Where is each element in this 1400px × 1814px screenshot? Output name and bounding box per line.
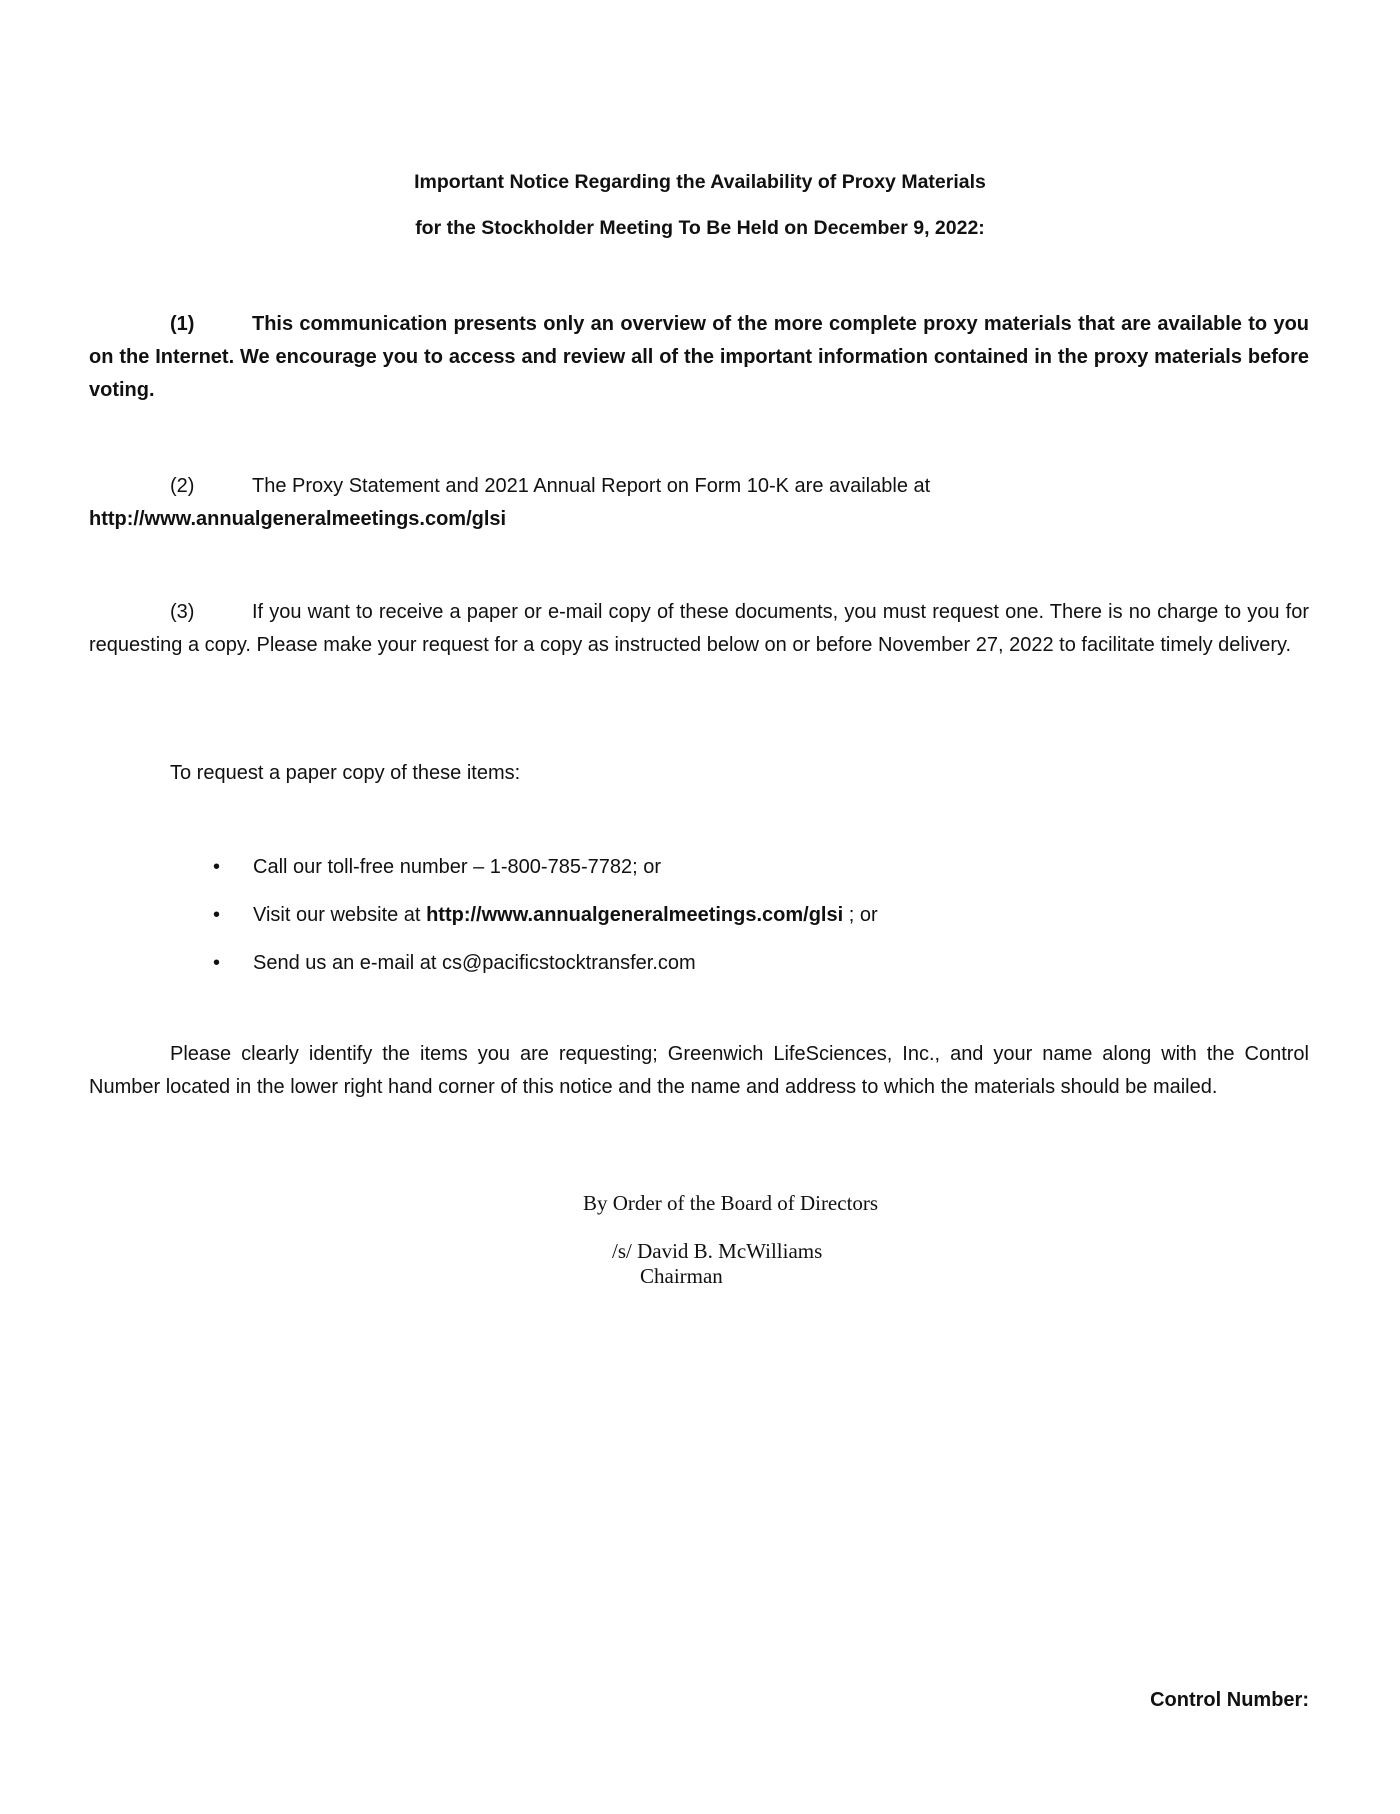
- item-1-number: (1): [170, 313, 195, 335]
- item-2-paragraph: [89, 470, 1309, 536]
- email-text: Send us an e-mail at cs@pacificstocktransfer.com: [253, 952, 696, 974]
- item-1-text: This communication presents only an overview of the more complete proxy materials that are available to you on the Internet. We encourage you to access and review all of the important information contained in the proxy materials before voting.: [89, 313, 1309, 401]
- visit-prefix-text: Visit our website at: [253, 904, 421, 926]
- request-intro-text: To request a paper copy of these items:: [170, 762, 521, 784]
- list-item-visit: [89, 899, 1309, 947]
- bullet-icon: •: [213, 856, 221, 878]
- closing-paragraph-text: Please clearly identify the items you are requesting; Greenwich LifeSciences, Inc., and your name along with the Control Number located in the lower right hand corner of this notice and the name and address to which the materials should be mailed.: [89, 1043, 1309, 1098]
- proxy-materials-link[interactable]: http://www.annualgeneralmeetings.com/glsi: [89, 508, 507, 530]
- notice-title-line-1: Important Notice Regarding the Availability of Proxy Materials: [414, 171, 986, 193]
- control-number-label: Control Number:: [1150, 1689, 1309, 1711]
- closing-paragraph: [89, 1038, 1309, 1104]
- item-2-number: (2): [170, 475, 195, 497]
- signature-order-line: By Order of the Board of Directors: [583, 1191, 879, 1215]
- signature-signed-line: /s/ David B. McWilliams: [612, 1239, 823, 1263]
- item-2-text: The Proxy Statement and 2021 Annual Report on Form 10-K are available at: [252, 475, 931, 497]
- call-text: Call our toll-free number – 1-800-785-7782; or: [253, 856, 661, 878]
- website-link[interactable]: http://www.annualgeneralmeetings.com/glsi: [426, 904, 844, 926]
- item-1-paragraph: [89, 308, 1309, 407]
- list-item-call: [89, 851, 1309, 899]
- item-3-text: If you want to receive a paper or e-mail copy of these documents, you must request one. There is no charge to you for requesting a copy. Please make your request for a copy as instructed below on or before November 27, 2022 to facilitate timely delivery.: [89, 601, 1309, 656]
- item-3-paragraph: [89, 596, 1309, 662]
- request-intro-paragraph: [89, 757, 1309, 790]
- bullet-icon: •: [213, 952, 221, 974]
- list-item-email: [89, 947, 1309, 995]
- bullet-icon: •: [213, 904, 221, 926]
- notice-title-line-2: for the Stockholder Meeting To Be Held on December 9, 2022:: [415, 217, 985, 239]
- signature-title-line: Chairman: [640, 1264, 723, 1288]
- visit-suffix-text: ; or: [843, 904, 878, 926]
- item-3-number: (3): [170, 601, 195, 623]
- request-options-list: [89, 851, 1309, 995]
